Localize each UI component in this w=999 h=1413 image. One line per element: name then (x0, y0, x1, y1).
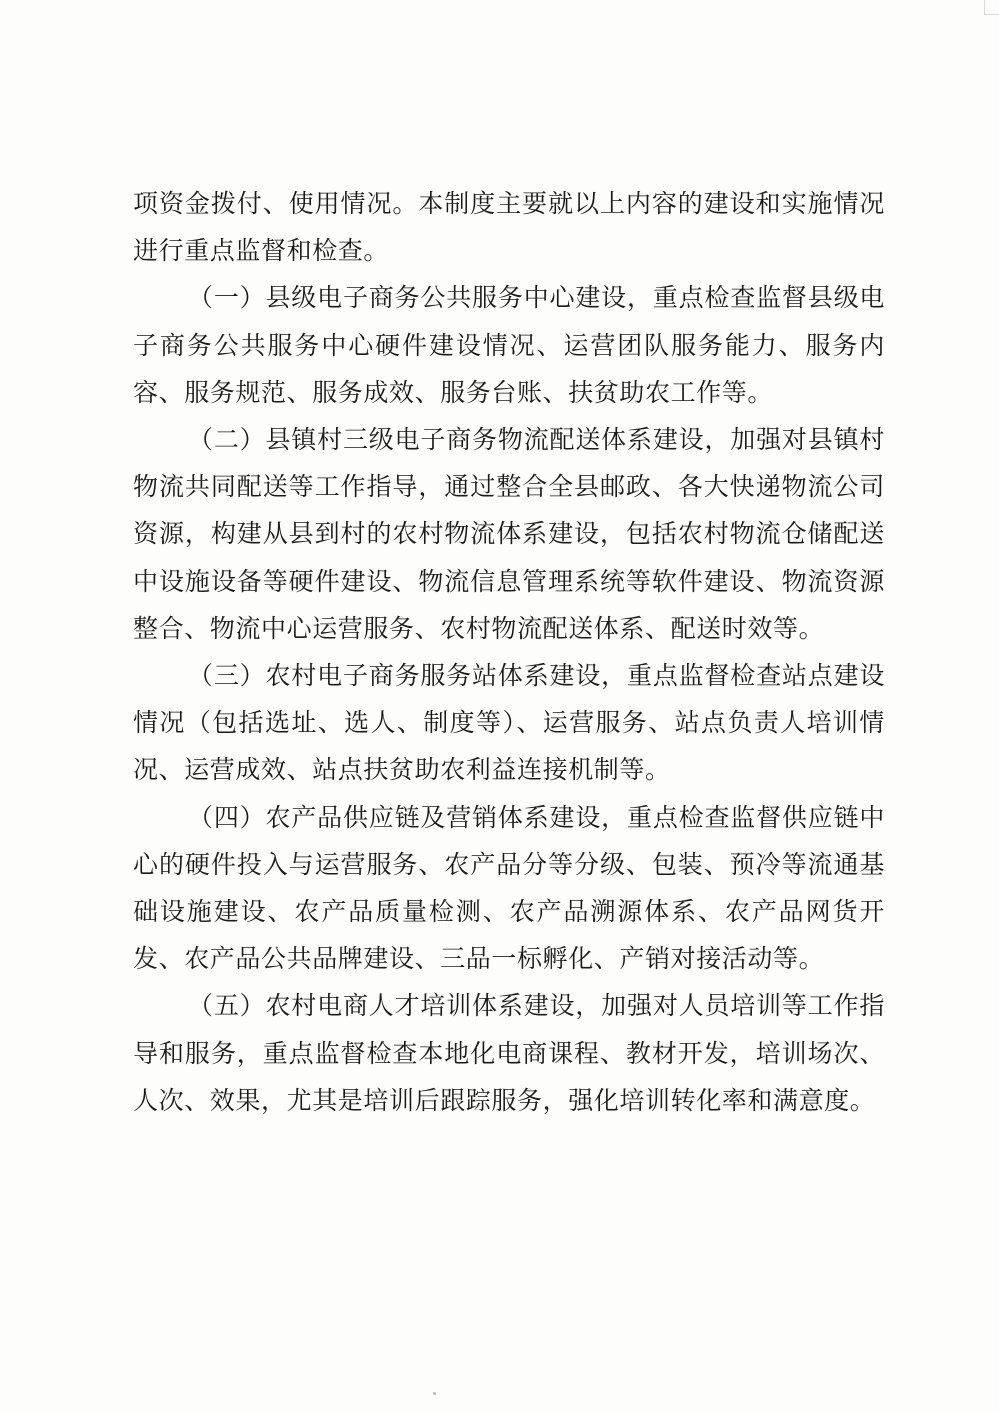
paragraph-item-4: （四）农产品供应链及营销体系建设，重点检查监督供应链中心的硬件投入与运营服务、农产品分等分级、包装、预冷等流通基础设施建设、农产品质量检测、农产品溯源体系、农产品网货开发、农产品公共品牌建设、三品一标孵化、产销对接活动等。 (133, 802, 885, 974)
paragraph-item-1: （一）县级电子商务公共服务中心建设，重点检查监督县级电子商务公共服务中心硬件建设情况、运营团队服务能力、服务内容、服务规范、服务成效、服务台账、扶贫助农工作等。 (133, 283, 885, 407)
document-body (133, 180, 885, 1124)
paragraph-item-3: （三）农村电子商务服务站体系建设，重点监督检查站点建设情况（包括选址、选人、制度等）、运营服务、站点负责人培训情况、运营成效、站点扶贫助农利益连接机制等。 (133, 661, 885, 785)
scan-speck (433, 1392, 436, 1395)
paragraph-intro: 项资金拨付、使用情况。本制度主要就以上内容的建设和实施情况进行重点监督和检查。 (133, 189, 885, 266)
paragraph-item-5: （五）农村电商人才培训体系建设，加强对人员培训等工作指导和服务，重点监督检查本地化电商课程、教材开发，培训场次、人次、效果，尤其是培训后跟踪服务，强化培训转化率和满意度。 (133, 991, 885, 1115)
paragraph-item-2: （二）县镇村三级电子商务物流配送体系建设，加强对县镇村物流共同配送等工作指导，通过整合全县邮政、各大快递物流公司资源，构建从县到村的农村物流体系建设，包括农村物流仓储配送中设施设备等硬件建设、物流信息管理系统等软件建设、物流资源整合、物流中心运营服务、农村物流配送体系、配送时效等。 (133, 425, 885, 643)
scan-corner-mark (984, 0, 999, 15)
